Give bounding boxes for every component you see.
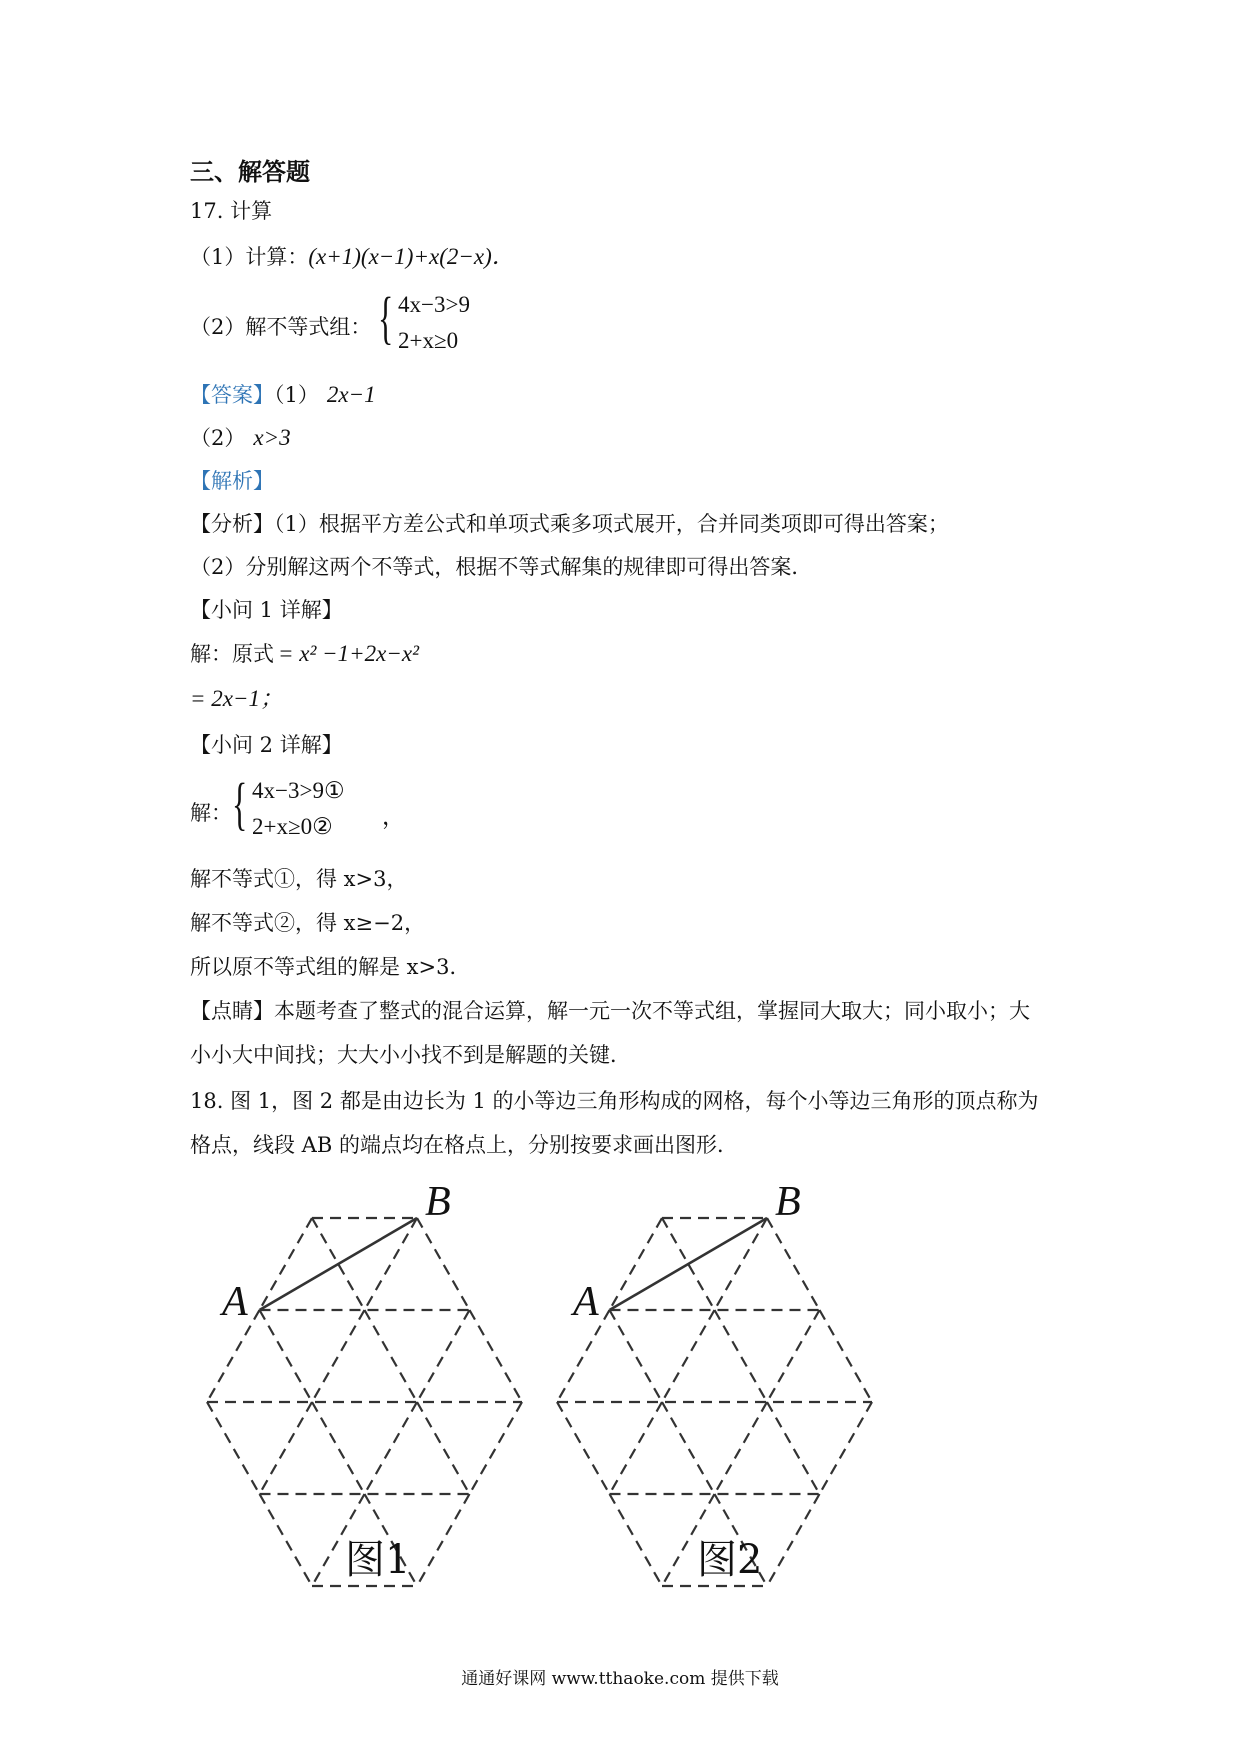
brace-icon: {: [232, 771, 248, 836]
grid-line: [662, 1310, 715, 1402]
detail1-step2: = 2x−1；: [190, 686, 283, 711]
grid-line: [820, 1310, 873, 1402]
grid-line: [417, 1494, 470, 1586]
section-title: 三、解答题: [190, 157, 310, 186]
grid-line: [417, 1402, 470, 1494]
grid-line: [417, 1218, 470, 1310]
grid-line: [820, 1402, 873, 1494]
fig1-point-b: B: [425, 1179, 451, 1225]
grid-line: [312, 1402, 365, 1494]
grid-line: [767, 1218, 820, 1310]
grid-line: [207, 1402, 260, 1494]
comment-line-1: 【点睛】本题考查了整式的混合运算，解一元一次不等式组，掌握同大取大；同小取小；大: [190, 999, 1030, 1023]
fig1-point-a: A: [222, 1279, 248, 1325]
grid-line: [662, 1402, 715, 1494]
q17-title: 17. 计算: [190, 199, 273, 223]
grid-line: [260, 1494, 313, 1586]
analysis-tag: 【解析】: [190, 469, 274, 493]
grid-line: [715, 1402, 768, 1494]
q17-part1-label: （1）计算：: [190, 245, 309, 269]
grid-line: [470, 1310, 523, 1402]
answer2-label: （2）: [190, 426, 246, 450]
grid-line: [610, 1218, 663, 1310]
grid-line: [470, 1402, 523, 1494]
grid-line: [365, 1310, 418, 1402]
grid-line: [767, 1402, 820, 1494]
grid-line: [260, 1402, 313, 1494]
q17-part2-label: （2）解不等式组：: [190, 315, 372, 339]
q18-line-1: 18. 图 1，图 2 都是由边长为 1 的小等边三角形构成的网格，每个小等边三角形的顶点称为: [190, 1089, 1039, 1113]
detail2-tag: 【小问 2 详解】: [190, 733, 343, 757]
grid-line: [767, 1494, 820, 1586]
q17-part2-row1: 4x−3>9: [398, 292, 470, 317]
grid-line: [557, 1402, 610, 1494]
answer1-label: （1）: [274, 383, 319, 407]
detail2-step2: 解不等式②，得 x≥−2，: [190, 911, 426, 935]
detail2-label: 解：: [190, 801, 232, 825]
detail2-row1: 4x−3>9①: [252, 778, 345, 803]
grid-line: [365, 1402, 418, 1494]
grid-line: [715, 1218, 768, 1310]
detail1-step1-expr: = x² −1+2x−x²: [278, 641, 419, 666]
answer1-value: 2x−1: [326, 382, 376, 407]
grid-line: [417, 1310, 470, 1402]
grid-line: [365, 1218, 418, 1310]
grid-line: [767, 1310, 820, 1402]
analysis-line-1: 【分析】（1）根据平方差公式和单项式乘多项式展开，合并同类项即可得出答案；: [190, 512, 949, 536]
figure-1-caption: 图1: [345, 1537, 411, 1583]
q18-line-2: 格点，线段 AB 的端点均在格点上，分别按要求画出图形．: [190, 1133, 738, 1157]
detail2-row2: 2+x≥0②: [252, 814, 333, 839]
detail2-comma: ，: [382, 804, 405, 829]
fig2-point-b: B: [775, 1179, 801, 1225]
grid-line: [610, 1494, 663, 1586]
detail1-step1-label: 解：原式: [190, 642, 274, 666]
brace-icon: {: [378, 285, 394, 350]
q17-part1-expr: (x+1)(x−1)+x(2−x)．: [308, 244, 515, 269]
detail2-step1: 解不等式①，得 x>3，: [190, 867, 408, 891]
answer2-value: x>3: [253, 425, 291, 450]
answer-tag: 【答案】: [190, 383, 274, 407]
comment-line-2: 小小大中间找；大大小小找不到是解题的关键．: [190, 1043, 631, 1067]
grid-line: [260, 1310, 313, 1402]
q17-part2-row2: 2+x≥0: [398, 328, 459, 353]
page-footer: 通通好课网 www.tthaoke.com 提供下载: [461, 1669, 779, 1689]
figure-2-caption: 图2: [697, 1537, 763, 1583]
grid-line: [610, 1402, 663, 1494]
grid-line: [715, 1310, 768, 1402]
grid-line: [610, 1310, 663, 1402]
fig2-point-a: A: [573, 1279, 599, 1325]
detail2-step3: 所以原不等式组的解是 x>3．: [190, 955, 471, 979]
grid-line: [312, 1310, 365, 1402]
analysis-line-2: （2）分别解这两个不等式，根据不等式解集的规律即可得出答案．: [190, 555, 813, 579]
detail1-tag: 【小问 1 详解】: [190, 598, 343, 622]
segment-ab: [610, 1218, 768, 1310]
segment-ab: [260, 1218, 418, 1310]
grid-line: [260, 1218, 313, 1310]
